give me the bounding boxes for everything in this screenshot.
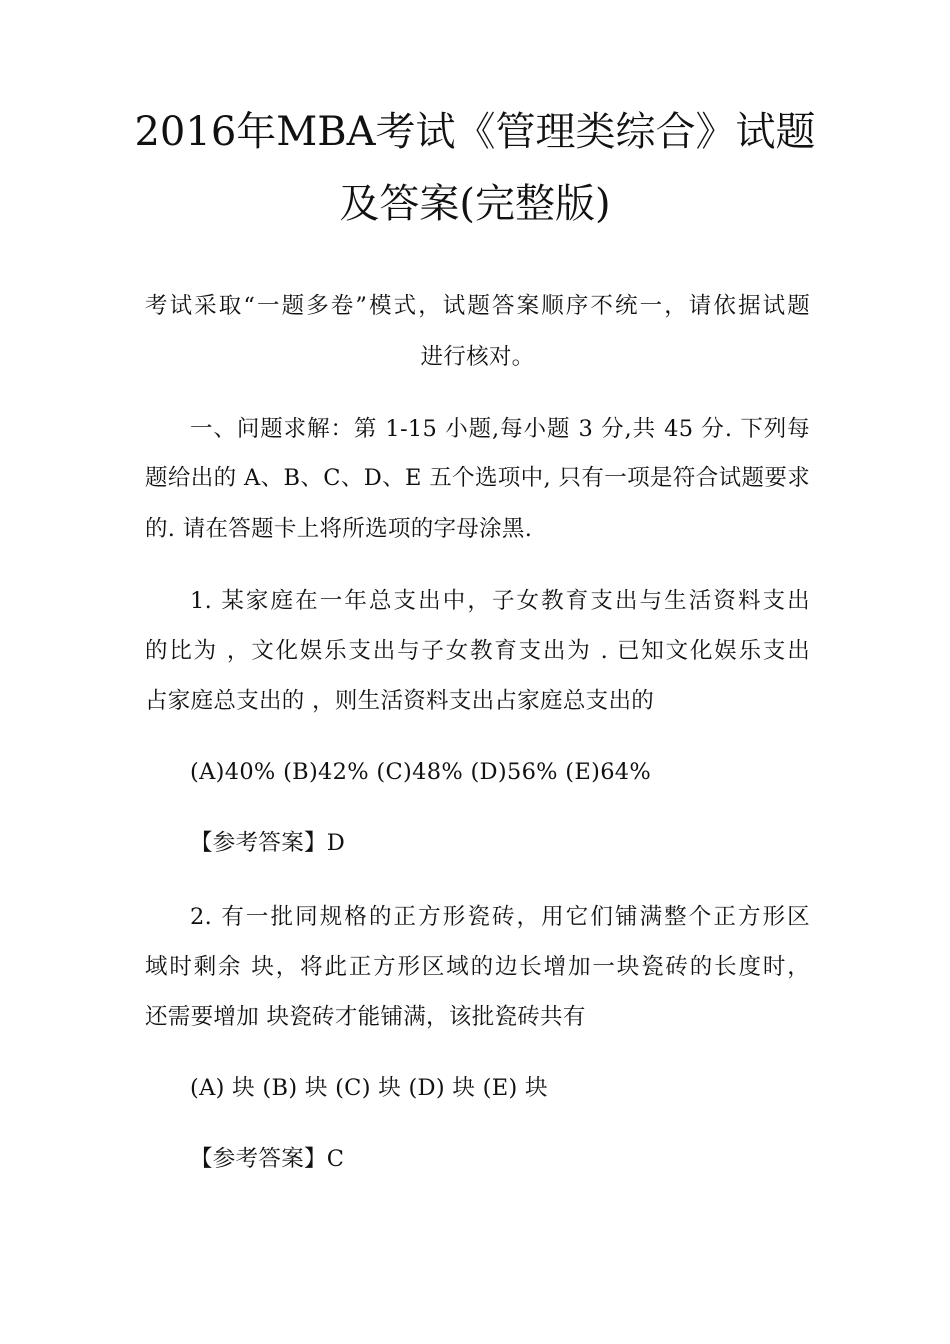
question-1-line-3: 占家庭总支出的 ，则生活资料支出占家庭总支出的	[145, 688, 655, 714]
question-2-line-1: 2. 有一批同规格的正方形瓷砖，用它们铺满整个正方形区	[190, 904, 810, 930]
question-1-line-1: 1. 某家庭在一年总支出中，子女教育支出与生活资料支出	[190, 588, 810, 614]
document-title-line-1: 2016年MBA考试《管理类综合》试题	[134, 109, 816, 155]
question-2-line-3: 还需要增加 块瓷砖才能铺满，该批瓷砖共有	[145, 1004, 586, 1030]
section-instruction-line-2: 题给出的 A、B、C、D、E 五个选项中, 只有一项是符合试题要求	[145, 465, 810, 491]
question-1-line-2: 的比为 ，文化娱乐支出与子女教育支出为 . 已知文化娱乐支出	[145, 638, 810, 664]
question-2-line-2: 域时剩余 块，将此正方形区域的边长增加一块瓷砖的长度时，	[145, 954, 810, 980]
question-2-options: (A) 块 (B) 块 (C) 块 (D) 块 (E) 块	[190, 1075, 548, 1101]
question-1-answer: 【参考答案】D	[190, 830, 346, 856]
section-instruction-line-1: 一、问题求解：第 1-15 小题,每小题 3 分,共 45 分. 下列每	[190, 416, 810, 442]
document-title-line-2: 及答案(完整版)	[339, 181, 611, 227]
intro-line-2: 进行核对。	[420, 344, 535, 370]
question-2-answer: 【参考答案】C	[190, 1146, 345, 1172]
section-instruction-line-3: 的. 请在答题卡上将所选项的字母涂黑.	[145, 516, 533, 542]
intro-line-1: 考试采取“一题多卷”模式，试题答案顺序不统一，请依据试题	[145, 293, 810, 319]
question-1-options: (A)40% (B)42% (C)48% (D)56% (E)64%	[190, 759, 652, 785]
